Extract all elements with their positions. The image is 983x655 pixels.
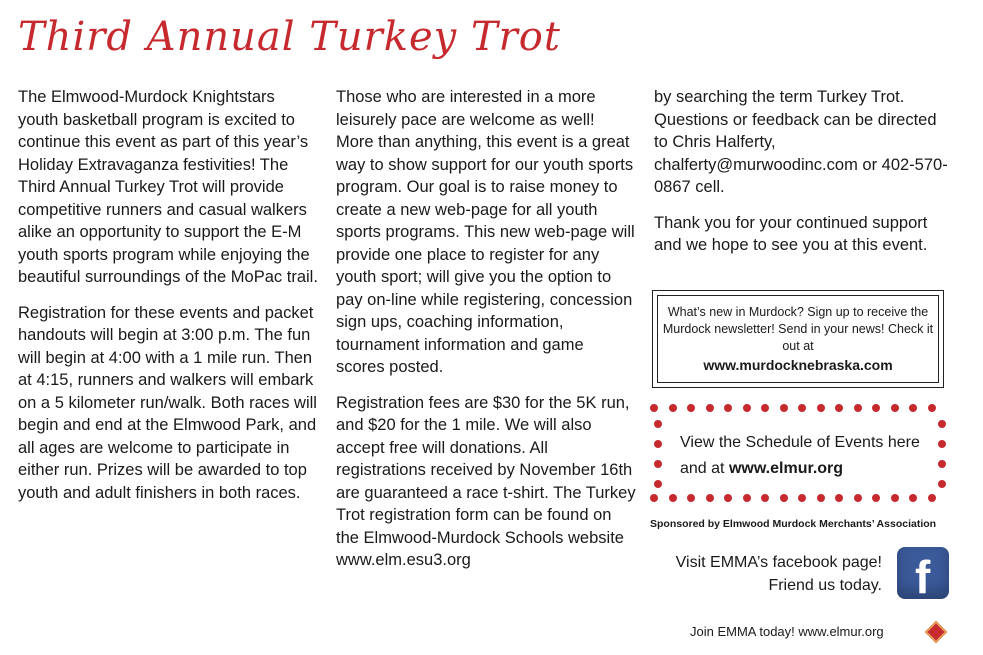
dot: [654, 460, 662, 468]
facebook-letter: f: [915, 551, 931, 603]
dot: [687, 404, 695, 412]
dot: [854, 404, 862, 412]
schedule-prefix: and at: [680, 460, 725, 477]
dot: [938, 480, 946, 488]
dot: [687, 494, 695, 502]
schedule-dotted-box: [650, 398, 948, 506]
facebook-promo: [654, 551, 882, 597]
schedule-line-2: [680, 456, 920, 482]
dot: [909, 404, 917, 412]
footer-join: Join EMMA today! www.elmur.org: [690, 624, 884, 639]
dot: [706, 494, 714, 502]
diamond-logo-icon: [925, 621, 948, 644]
page-title: Third Annual Turkey Trot: [18, 14, 561, 60]
dot: [654, 480, 662, 488]
dot: [938, 420, 946, 428]
dot-border-left: [654, 420, 662, 488]
dot: [724, 494, 732, 502]
dot: [654, 420, 662, 428]
newsletter-box: [652, 290, 944, 388]
dot: [938, 440, 946, 448]
sponsor-line: Sponsored by Elmwood Murdock Merchants’ Association: [650, 518, 937, 530]
dot: [650, 404, 658, 412]
column-3: [654, 86, 954, 270]
column-1: [18, 86, 318, 517]
dot: [817, 494, 825, 502]
facebook-line-1: Visit EMMA’s facebook page!: [675, 554, 882, 571]
dot: [798, 494, 806, 502]
dot: [872, 404, 880, 412]
dot-border-bottom: [650, 494, 936, 502]
dot: [891, 494, 899, 502]
dot: [780, 494, 788, 502]
schedule-line-1: View the Schedule of Events here: [680, 434, 920, 451]
schedule-text: [680, 430, 920, 482]
dot: [835, 494, 843, 502]
dot: [938, 460, 946, 468]
dot: [928, 494, 936, 502]
dot: [798, 404, 806, 412]
dot: [761, 404, 769, 412]
dot: [743, 494, 751, 502]
dot: [743, 404, 751, 412]
dot: [835, 404, 843, 412]
paragraph: The Elmwood-Murdock Knightstars youth basketball program is excited to continue this event as part of this year’s Holiday Extravaganza festivities! The Third Annual Turkey Trot will provide competitive runners and casual walkers alike an opportunity to support the E-M youth sports program while enjoying the beautiful surroundings of the MoPac trail.: [18, 88, 318, 286]
facebook-line-2: Friend us today.: [768, 577, 882, 594]
dot: [650, 494, 658, 502]
paragraph: Those who are interested in a more leisurely pace are welcome as well! More than anything, this event is a great way to show support for our youth sports program. Our goal is to raise money to create a new web-page for all youth sports programs. This new web-page will provide one place to register for any youth sport; will give you the option to pay on-line while registering, concession sign ups, coaching information, tournament information and game scores posted.: [336, 88, 635, 376]
newsletter-link[interactable]: www.murdocknebraska.com: [703, 357, 893, 373]
dot: [928, 404, 936, 412]
paragraph: Registration for these events and packet handouts will begin at 3:00 p.m. The fun will begin at 4:00 with a 1 mile run. Then at 4:15, runners and walkers will embark on a 5 kilometer run/walk. Both races will begin and end at the Elmwood Park, and all ages are welcome to participate in either run. Prizes will be awarded to top youth and adult finishers in both races.: [18, 303, 317, 502]
dot: [854, 494, 862, 502]
dot-border-top: [650, 404, 936, 412]
dot: [872, 494, 880, 502]
facebook-icon[interactable]: [897, 547, 949, 603]
dot: [669, 404, 677, 412]
paragraph: Thank you for your continued support and we hope to see you at this event.: [654, 213, 928, 254]
paragraph: by searching the term Turkey Trot. Questions or feedback can be directed to Chris Halferty, chalferty@murwoodinc.com or 402-570-0867 cell.: [654, 88, 948, 196]
dot: [780, 404, 788, 412]
dot: [669, 494, 677, 502]
newsletter-text: What’s new in Murdock? Sign up to receive the Murdock newsletter! Send in your news! Check it out at: [662, 305, 934, 353]
dot: [761, 494, 769, 502]
dot: [891, 404, 899, 412]
dot: [909, 494, 917, 502]
dot: [724, 404, 732, 412]
dot-border-right: [938, 420, 946, 488]
newsletter-box-inner: [657, 295, 939, 383]
schedule-link[interactable]: www.elmur.org: [728, 460, 844, 477]
dot: [706, 404, 714, 412]
dot: [654, 440, 662, 448]
column-2: [336, 86, 636, 585]
paragraph: Registration fees are $30 for the 5K run, and $20 for the 1 mile. We will also accept free will donations. All registrations received by November 16th are guaranteed a race t-shirt. The Turkey Trot registration form can be found on the Elmwood-Murdock Schools website www.elm.esu3.org: [336, 393, 636, 569]
dot: [817, 404, 825, 412]
